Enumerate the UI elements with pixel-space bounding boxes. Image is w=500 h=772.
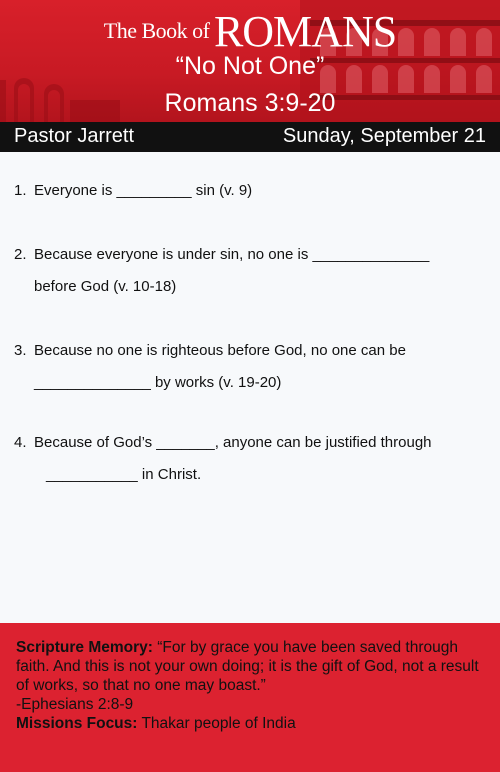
series-prefix: The Book of [103, 18, 210, 43]
note-number: 3. [14, 342, 27, 359]
sermon-date: Sunday, September 21 [282, 125, 486, 147]
scripture-memory-label: Scripture Memory: [16, 639, 153, 656]
note-number: 2. [14, 246, 27, 263]
sermon-title: “No Not One” [175, 52, 325, 80]
footer-panel [0, 623, 500, 772]
note-text-continued: ______________ by works (v. 19-20) [34, 374, 282, 391]
note-text: Because everyone is under sin, no one is ______________ [34, 246, 430, 263]
note-number: 4. [14, 434, 27, 451]
note-number: 1. [14, 182, 27, 199]
note-text: Because no one is righteous before God, no one can be [34, 342, 406, 359]
note-text-continued: before God (v. 10-18) [34, 278, 177, 295]
note-text: Everyone is _________ sin (v. 9) [34, 182, 253, 199]
note-text-continued: ___________ in Christ. [46, 466, 202, 483]
scripture-memory-reference: -Ephesians 2:8-9 [16, 696, 134, 713]
series-name: ROMANS [213, 7, 397, 56]
info-bar [0, 122, 500, 152]
pastor-name: Pastor Jarrett [14, 125, 135, 147]
series-title [0, 6, 500, 57]
note-text: Because of God’s _______, anyone can be justified through [34, 434, 432, 451]
missions-focus-label: Missions Focus: [16, 715, 138, 732]
missions-focus-text: Thakar people of India [141, 715, 296, 732]
scripture-reference: Romans 3:9-20 [164, 89, 336, 117]
header-banner [0, 0, 500, 122]
scripture-memory-text: “For by grace you have been saved through faith. And this is not your own doing; it is the gift of God, not a result of works, so that no one may boast.” [16, 639, 479, 694]
